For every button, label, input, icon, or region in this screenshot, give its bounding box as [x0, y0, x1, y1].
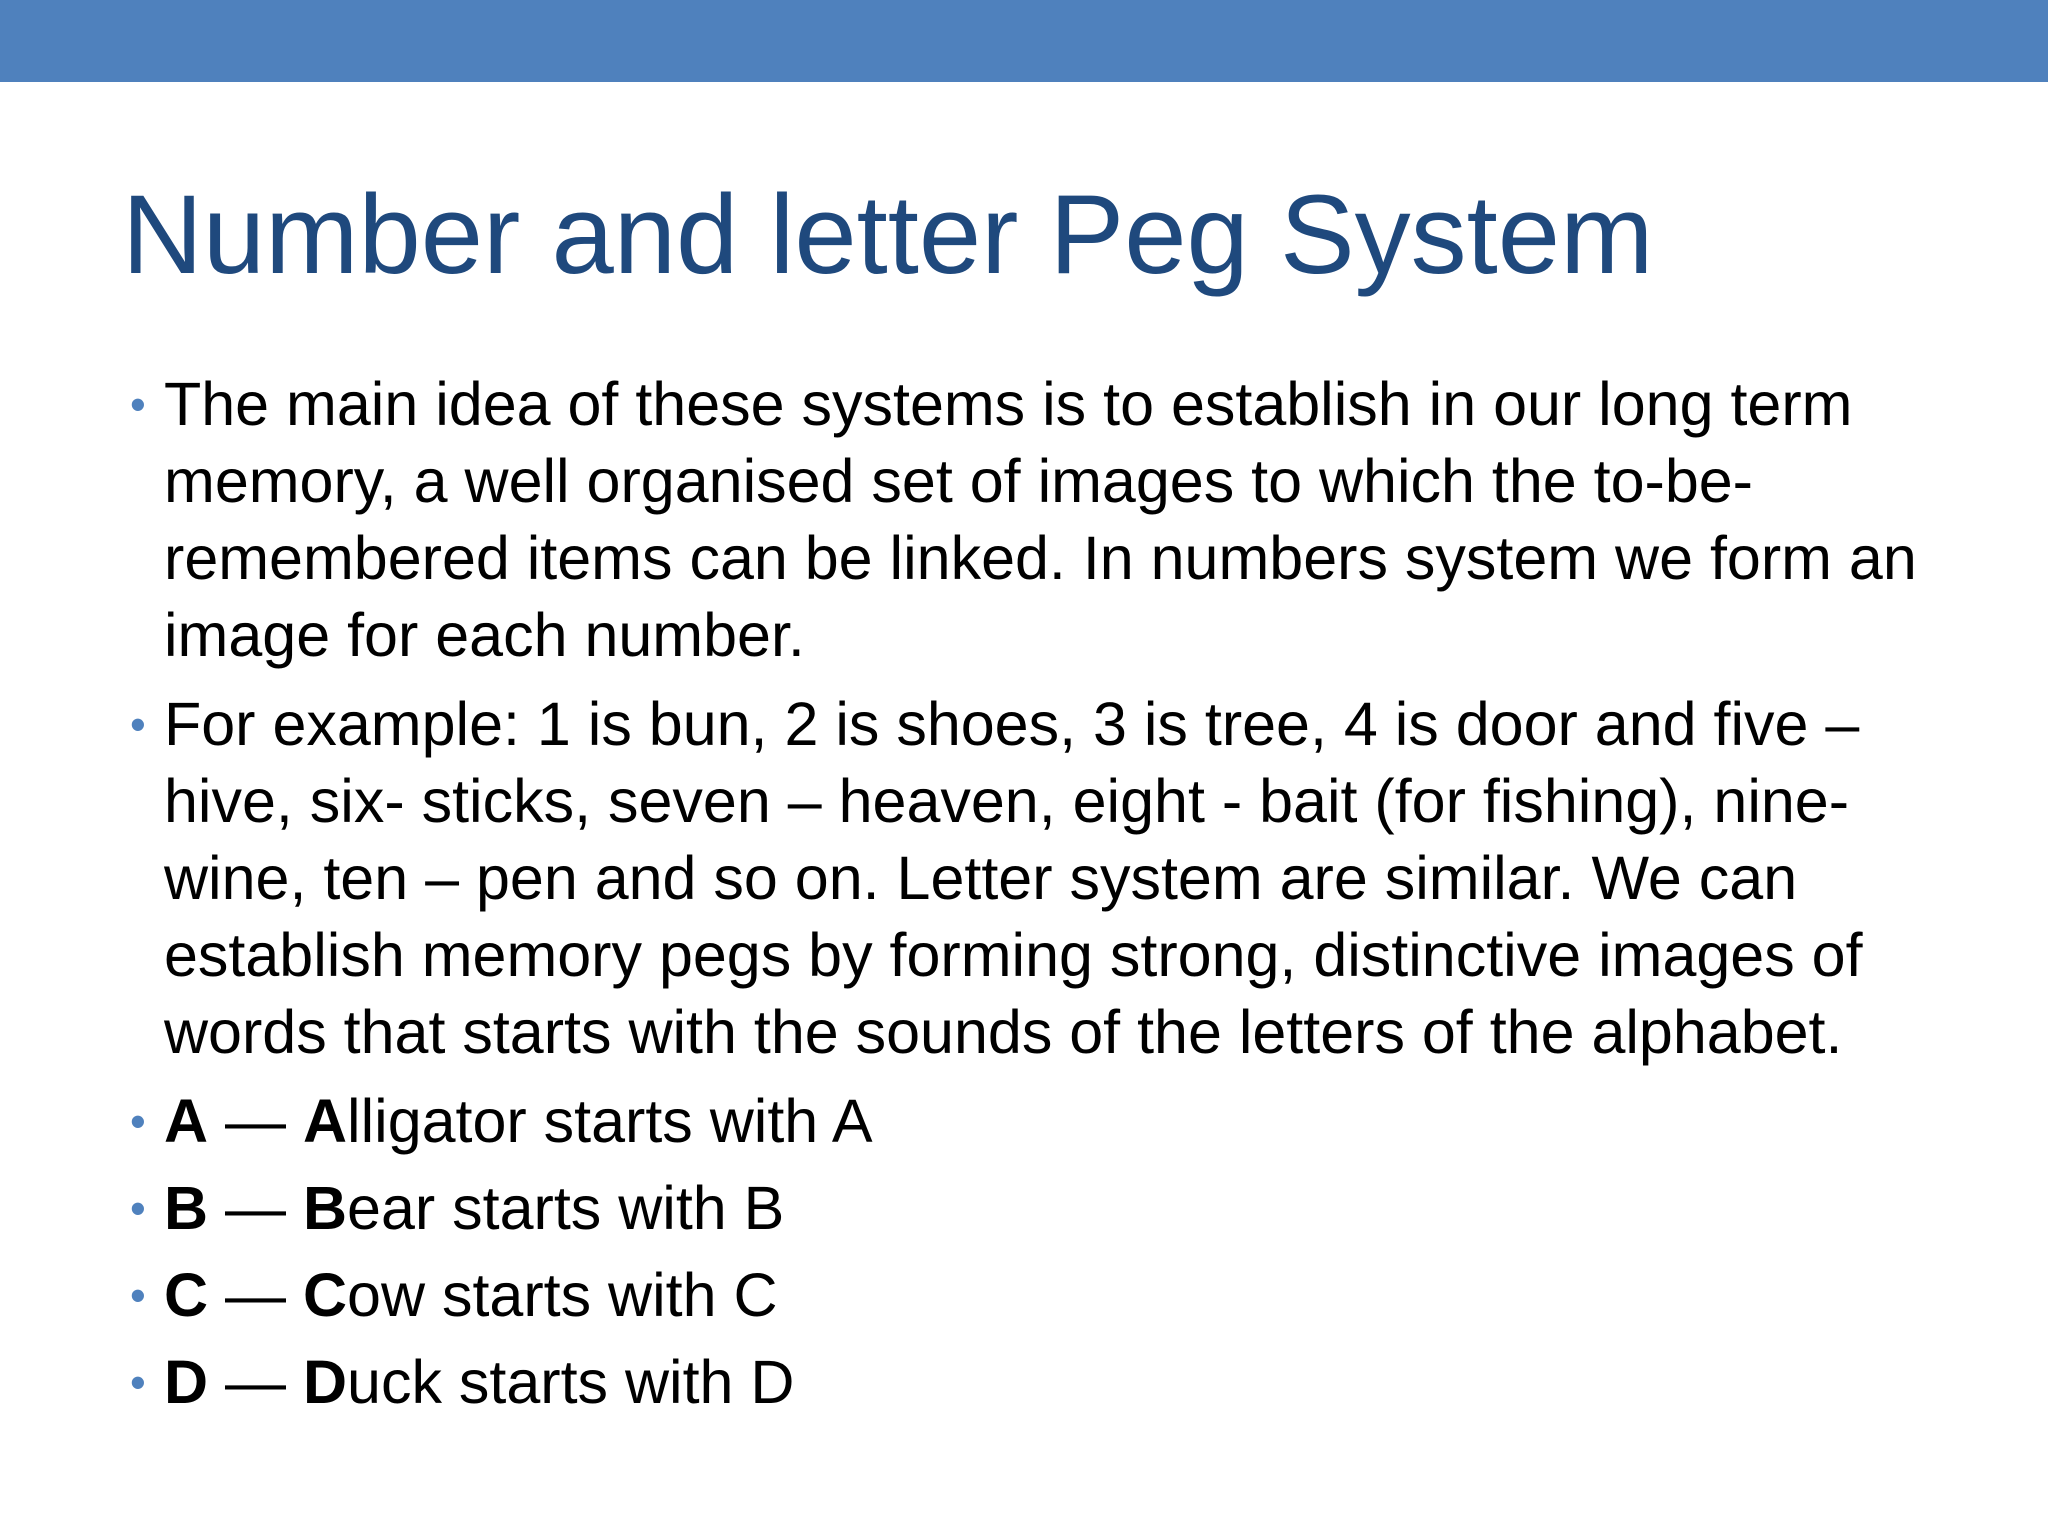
bullet-dot-icon: •: [130, 1183, 146, 1234]
bullet-item-letter-c: [128, 1257, 1958, 1334]
bullet-dot-icon: •: [130, 379, 146, 430]
bullet-text: For example: 1 is bun, 2 is shoes, 3 is tree, 4 is door and five – hive, six- sticks, seven – heaven, eight - bait (for fishing), nine-wine, ten – pen and so on. Letter system are similar. We can establish memory pegs by forming strong, distinctive images of words that starts with the sounds of the letters of the alphabet.: [164, 690, 1863, 1066]
word-initial: D: [302, 1348, 348, 1416]
peg-letter: A: [164, 1087, 209, 1155]
bullet-text: The main idea of these systems is to establish in our long term memory, a well organised set of images to which the to-be-remembered items can be linked. In numbers system we form an image for each number.: [164, 370, 1917, 669]
bullet-dot-icon: •: [130, 1270, 146, 1321]
top-accent-bar: [0, 0, 2048, 82]
em-dash: —: [208, 1174, 303, 1242]
slide-title: Number and letter Peg System: [122, 172, 1654, 297]
bullet-dot-icon: •: [130, 1357, 146, 1408]
peg-letter: C: [164, 1261, 209, 1329]
word-rest: ear starts with B: [347, 1174, 785, 1242]
bullet-item-letter-a: [128, 1083, 1958, 1160]
bullet-item-letter-b: [128, 1170, 1958, 1247]
bullet-item-letter-d: [128, 1344, 1958, 1421]
word-initial: C: [302, 1261, 348, 1329]
word-rest: lligator starts with A: [347, 1087, 873, 1155]
bullet-dot-icon: •: [130, 699, 146, 750]
bullet-dot-icon: •: [130, 1096, 146, 1147]
bullet-item-example: [128, 686, 1958, 1071]
em-dash: —: [208, 1261, 303, 1329]
word-rest: uck starts with D: [347, 1348, 795, 1416]
em-dash: —: [208, 1348, 303, 1416]
peg-letter: D: [164, 1348, 209, 1416]
word-rest: ow starts with C: [347, 1261, 778, 1329]
word-initial: B: [302, 1174, 348, 1242]
bullet-list: [128, 366, 1958, 1431]
word-initial: A: [302, 1087, 348, 1155]
peg-letter: B: [164, 1174, 209, 1242]
em-dash: —: [208, 1087, 303, 1155]
bullet-item-main-idea: [128, 366, 1958, 674]
